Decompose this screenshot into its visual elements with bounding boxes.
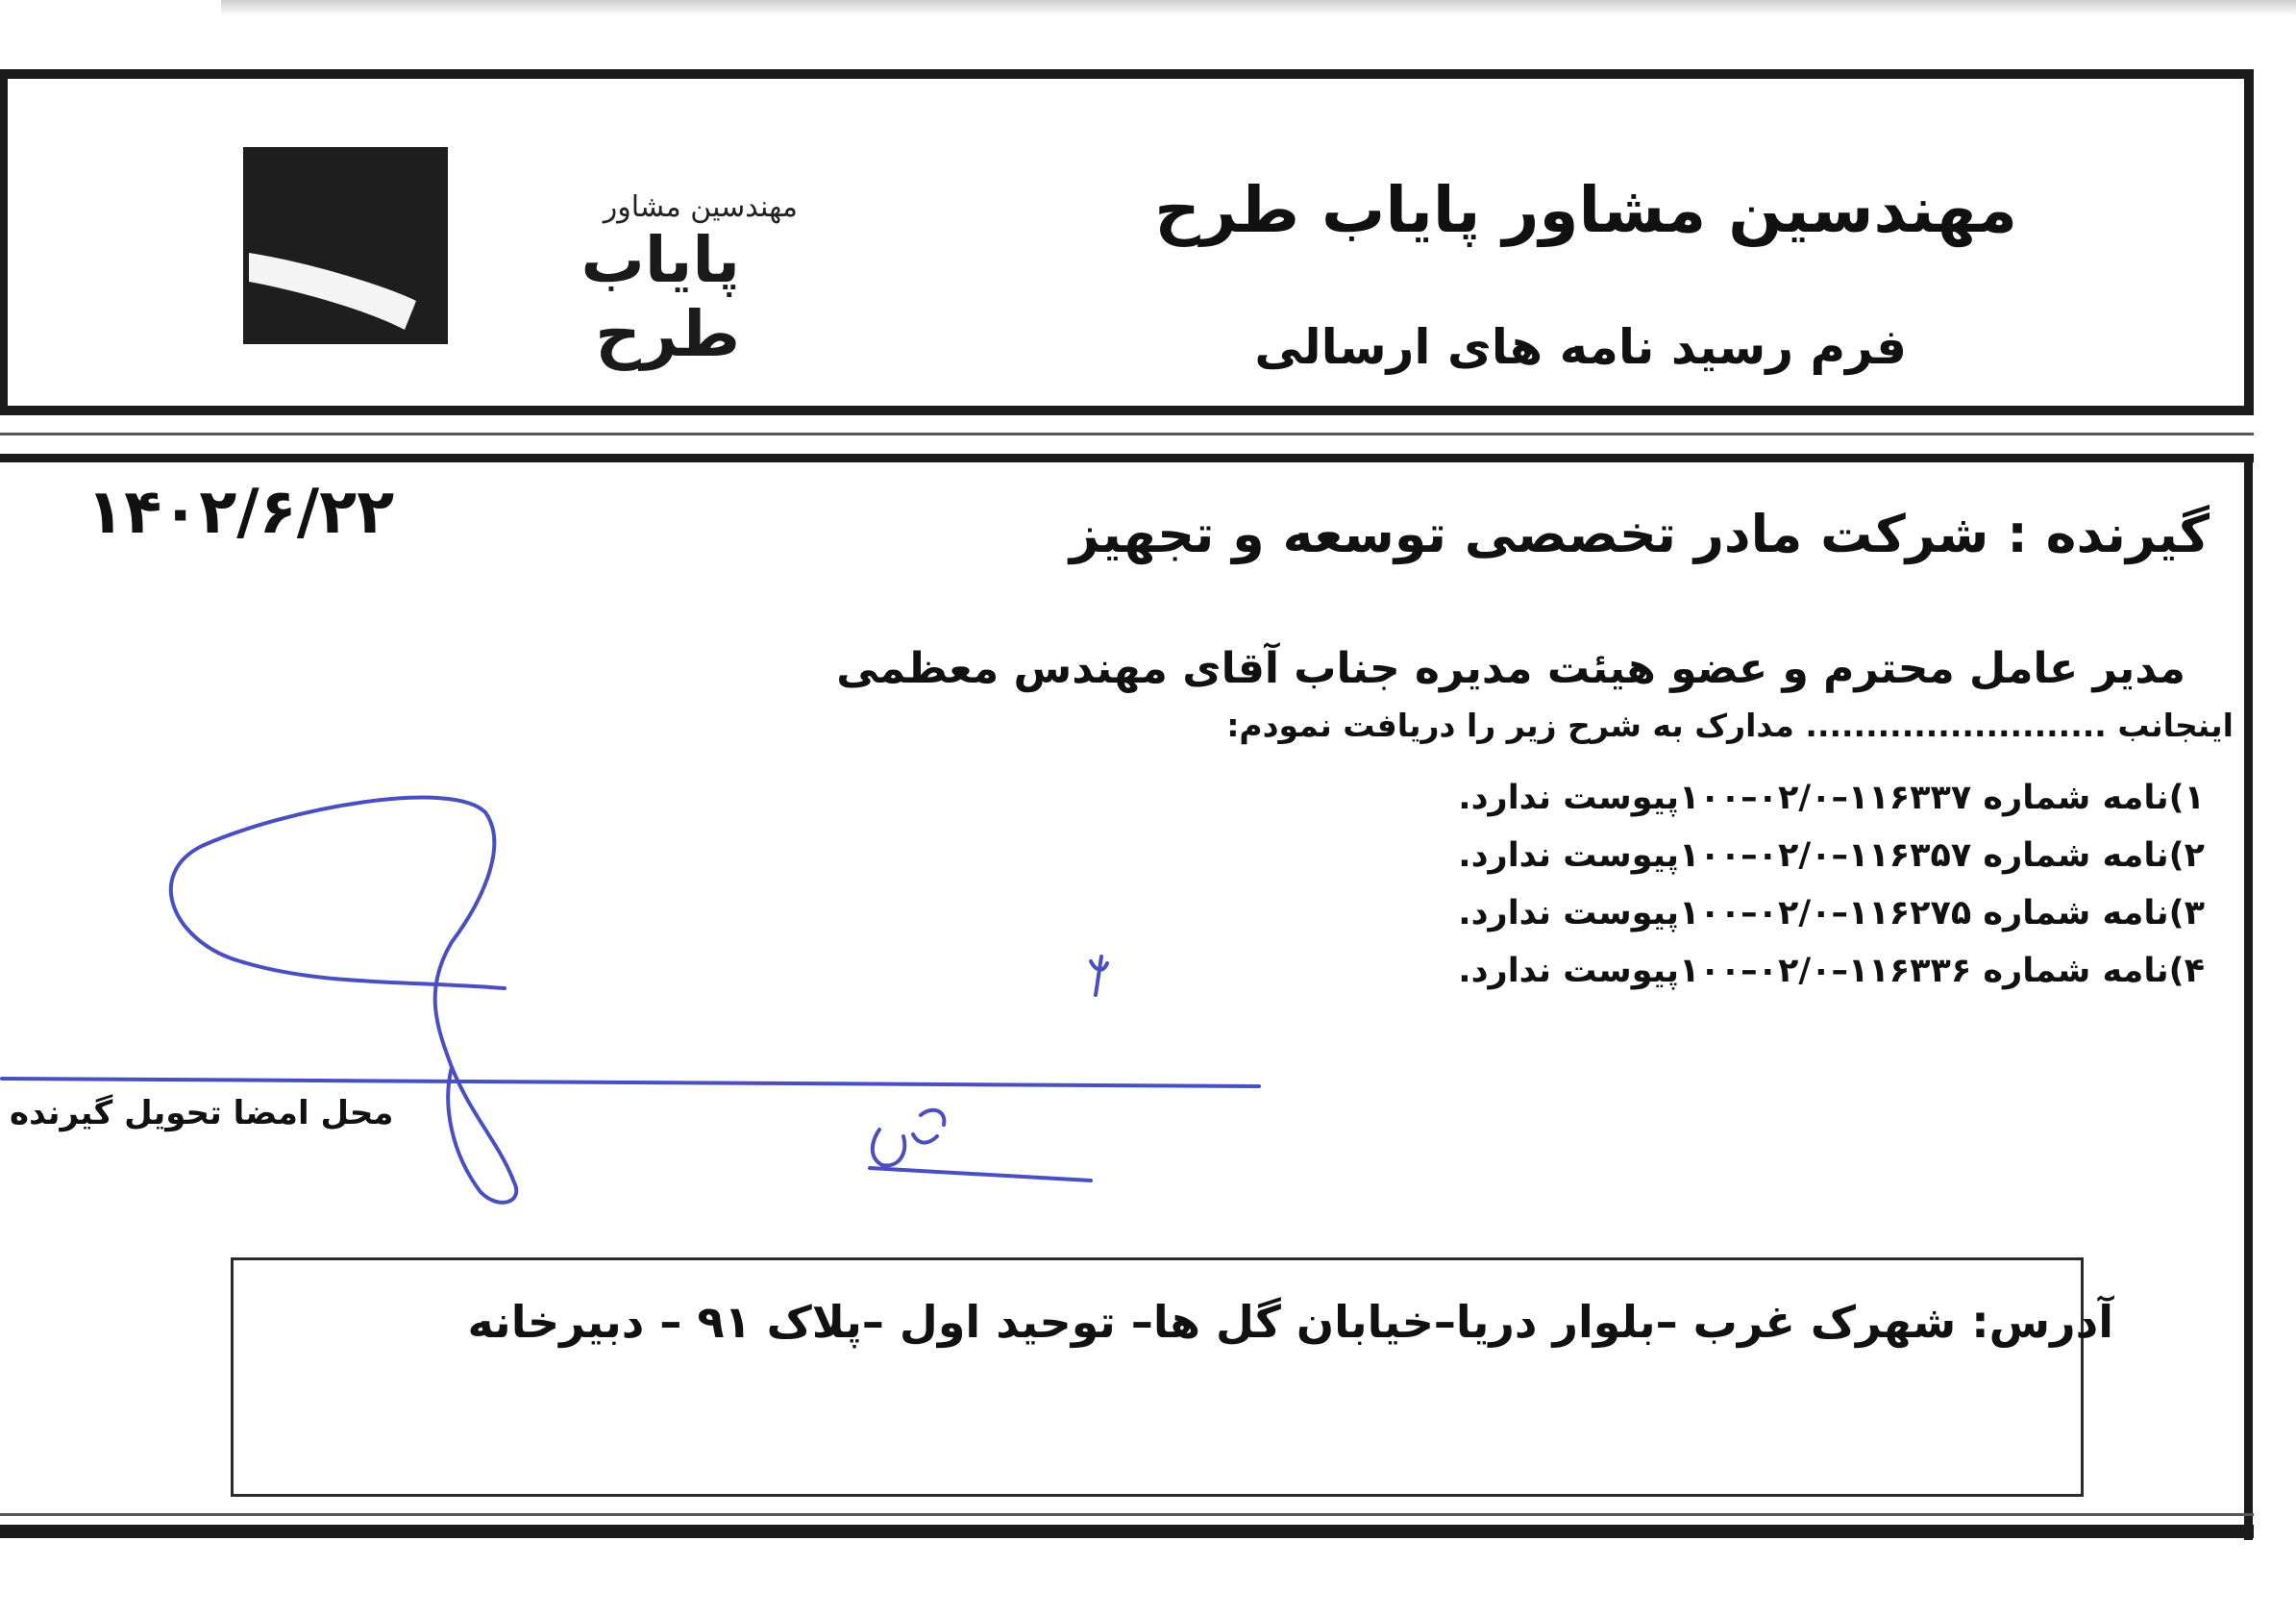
letters-list [1458, 769, 2205, 1000]
form-title: فرم رسید نامه های ارسالی [1254, 319, 1907, 375]
signature-label: محل امضا تحویل گیرنده [10, 1094, 394, 1132]
date: ۱۴۰۲/۶/۲۲ [86, 477, 395, 548]
list-item: ۴)نامه شماره ۱۱۶۳۳۶–۰۲/۰–۱۰۰پیوست ندارد. [1458, 952, 2205, 990]
firm-name: مهندسین مشاور پایاب طرح [1154, 173, 2017, 247]
acknowledgement-line [1226, 707, 2234, 744]
list-item: ۱)نامه شماره ۱۱۶۳۳۷–۰۲/۰–۱۰۰پیوست ندارد. [1458, 779, 2205, 817]
address: آدرس: شهرک غرب –بلوار دریا–خیابان گل ها– توحید اول –پلاک ۹۱ – دبیرخانه [467, 1296, 2113, 1348]
header-top-rule [0, 69, 2254, 79]
recipient-label: گیرنده : شرکت مادر تخصصی توسعه و تجهیز [1069, 504, 2210, 564]
body-bottom-thin-line [0, 1513, 2254, 1516]
acknowledgement-prefix: اینجانب [2117, 707, 2234, 744]
body-bottom-rule [0, 1525, 2254, 1538]
address-box [231, 1257, 2084, 1497]
acknowledgement-suffix: مدارک به شرح زیر را دریافت نمودم: [1226, 707, 1794, 744]
body-right-rule [2244, 461, 2253, 1540]
recipient-title: مدیر عامل محترم و عضو هیئت مدیره جناب آقای مهندس معظمی [836, 644, 2185, 693]
acknowledgement-dots: ......................... [1805, 707, 2107, 744]
header-right-rule [2244, 79, 2254, 413]
body-top-rule [0, 454, 2254, 462]
signature-ink [0, 788, 1269, 1211]
scan-top-edge [221, 0, 2296, 15]
header-divider-line [0, 433, 2254, 435]
firm-logo [243, 147, 448, 344]
logo-caption-large: پایاب طرح [580, 223, 740, 371]
list-item: ۳)نامه شماره ۱۱۶۲۷۵–۰۲/۰–۱۰۰پیوست ندارد. [1458, 894, 2205, 932]
logo-caption-small: مهندسین مشاور [603, 190, 798, 224]
header-bottom-rule [0, 406, 2254, 415]
list-item: ۲)نامه شماره ۱۱۶۳۵۷–۰۲/۰–۱۰۰پیوست ندارد. [1458, 836, 2205, 875]
header-left-rule [0, 69, 8, 413]
